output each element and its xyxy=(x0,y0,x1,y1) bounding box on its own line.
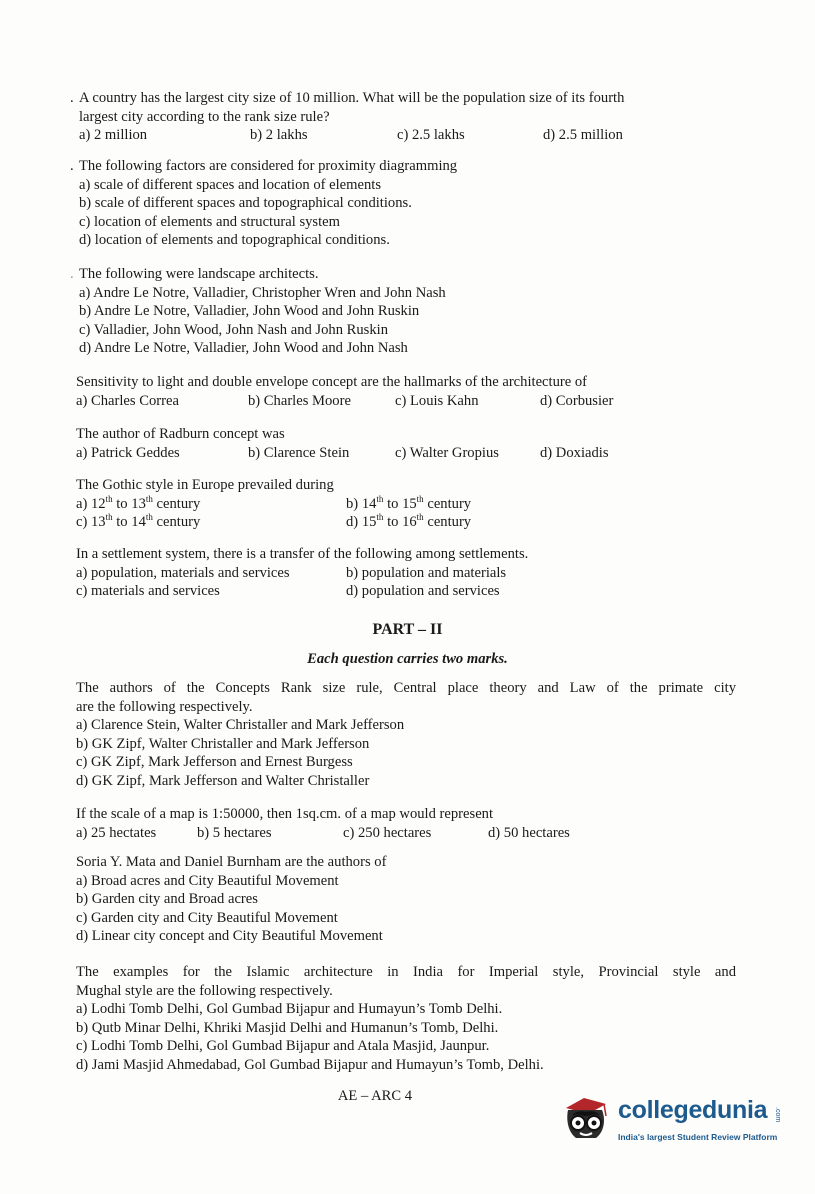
question-stem-line: Mughal style are the following respectively. xyxy=(76,982,333,999)
century-from: 14 xyxy=(361,495,377,512)
option-d: d) GK Zipf, Mark Jefferson and Walter Christaller xyxy=(76,772,370,789)
option-b xyxy=(346,495,471,514)
question-stem-line: The following factors are considered for proximity diagramming xyxy=(79,158,458,174)
question-stem-line: largest city according to the rank size rule? xyxy=(79,108,330,125)
option-d: d) Doxiadis xyxy=(540,444,609,461)
option-a: a) Broad acres and City Beautiful Movement xyxy=(76,872,339,889)
option-a: a) Charles Correa xyxy=(76,392,179,409)
century-to: 16 xyxy=(402,514,417,531)
ordinal-suffix: th xyxy=(105,512,113,523)
question-5 xyxy=(76,425,736,462)
option-c: c) Louis Kahn xyxy=(395,392,479,409)
question-marker: . xyxy=(70,90,74,106)
option-b: b) GK Zipf, Walter Christaller and Mark Jefferson xyxy=(76,735,370,752)
option-c: c) materials and services xyxy=(76,583,220,600)
option-b: b) 2 lakhs xyxy=(250,127,308,144)
option-b: b) scale of different spaces and topographical conditions. xyxy=(79,195,412,212)
option-b: b) Charles Moore xyxy=(248,392,351,409)
option-c: c) Lodhi Tomb Delhi, Gol Gumbad Bijapur and Atala Masjid, Jaunpur. xyxy=(76,1038,490,1055)
century-to: 14 xyxy=(131,514,146,531)
option-label: a) xyxy=(76,495,91,512)
option-a: a) Patrick Geddes xyxy=(76,444,180,461)
ordinal-suffix: th xyxy=(145,493,153,504)
option-c xyxy=(76,513,200,532)
ordinal-suffix: th xyxy=(376,512,384,523)
century-to: 15 xyxy=(402,495,417,512)
ordinal-suffix: th xyxy=(105,493,113,504)
option-d: d) 2.5 million xyxy=(543,127,623,144)
ordinal-suffix: th xyxy=(145,512,153,523)
question-3 xyxy=(70,265,736,358)
options-row xyxy=(76,126,736,145)
ordinal-suffix: th xyxy=(416,493,424,504)
option-a: a) 2 million xyxy=(79,127,148,144)
question-stem-line: The Gothic style in Europe prevailed during xyxy=(76,477,334,493)
option-d xyxy=(346,513,471,532)
option-a: a) scale of different spaces and location of elements xyxy=(79,176,382,193)
option-d: d) population and services xyxy=(346,583,500,600)
question-part2-2 xyxy=(76,805,736,842)
question-stem-line: The authors of the Concepts Rank size rule, Central place theory and Law of the primate city xyxy=(76,680,736,696)
ordinal-suffix: th xyxy=(416,512,424,523)
option-b: b) Garden city and Broad acres xyxy=(76,891,258,908)
option-tail: century xyxy=(423,514,472,531)
question-6 xyxy=(76,476,736,532)
options-row xyxy=(76,392,736,411)
logo-suffix: .com xyxy=(774,1107,781,1123)
option-a: a) Clarence Stein, Walter Christaller and Mark Jefferson xyxy=(76,717,405,734)
option-b: b) Clarence Stein xyxy=(248,444,350,461)
option-d: d) Linear city concept and City Beautiful Movement xyxy=(76,928,383,945)
option-c: c) GK Zipf, Mark Jefferson and Ernest Burgess xyxy=(76,754,353,771)
option-b: b) Andre Le Notre, Valladier, John Wood and John Ruskin xyxy=(79,303,420,320)
question-stem-line: A country has the largest city size of 10 million. What will be the population size of its fourth xyxy=(79,90,625,106)
option-a: a) Andre Le Notre, Valladier, Christopher Wren and John Nash xyxy=(79,284,446,301)
question-stem-line: In a settlement system, there is a transfer of the following among settlements. xyxy=(76,546,529,562)
century-from: 12 xyxy=(91,495,106,512)
option-c: c) Garden city and City Beautiful Movement xyxy=(76,909,338,926)
section-heading: PART – II xyxy=(372,621,443,638)
question-7 xyxy=(76,545,736,601)
option-d: d) location of elements and topographical conditions. xyxy=(79,232,390,249)
option-c: c) Walter Gropius xyxy=(395,444,499,461)
century-from: 15 xyxy=(361,514,377,531)
option-connector: to xyxy=(112,514,132,531)
question-stem-line: Sensitivity to light and double envelope concept are the hallmarks of the architecture of xyxy=(76,374,588,390)
option-d: d) Corbusier xyxy=(540,392,614,409)
option-connector: to xyxy=(112,495,132,512)
question-2 xyxy=(70,157,736,250)
question-stem-line: Soria Y. Mata and Daniel Burnham are the authors of xyxy=(76,854,387,870)
logo-tagline: India's largest Student Review Platform xyxy=(618,1132,778,1142)
options-row xyxy=(76,495,736,514)
options-row xyxy=(76,582,736,601)
question-marker: . xyxy=(70,158,74,174)
mascot-icon xyxy=(560,1090,612,1146)
option-label: b) xyxy=(346,495,362,512)
option-label: d) xyxy=(346,514,362,531)
question-stem-line: are the following respectively. xyxy=(76,698,253,715)
option-b: b) 5 hectares xyxy=(197,824,272,841)
question-stem-line: The author of Radburn concept was xyxy=(76,426,285,442)
ordinal-suffix: th xyxy=(376,493,384,504)
century-to: 13 xyxy=(131,495,146,512)
option-connector: to xyxy=(383,495,403,512)
option-a: a) 25 hectates xyxy=(76,824,157,841)
section-subheading: Each question carries two marks. xyxy=(307,651,508,667)
option-a: a) Lodhi Tomb Delhi, Gol Gumbad Bijapur and Humayun’s Tomb Delhi. xyxy=(76,1001,503,1018)
option-tail: century xyxy=(152,514,201,531)
option-c: c) Valladier, John Wood, John Nash and John Ruskin xyxy=(79,321,389,338)
option-d: d) Jami Masjid Ahmedabad, Gol Gumbad Bijapur and Humayun’s Tomb, Delhi. xyxy=(76,1056,544,1073)
option-d: d) 50 hectares xyxy=(488,824,570,841)
options-row xyxy=(76,444,736,463)
option-b: b) population and materials xyxy=(346,564,507,581)
option-c: c) 2.5 lakhs xyxy=(397,127,465,144)
option-a xyxy=(76,495,200,514)
collegedunia-logo xyxy=(560,1090,785,1150)
option-tail: century xyxy=(423,495,472,512)
option-a: a) population, materials and services xyxy=(76,564,290,581)
question-part2-1 xyxy=(76,679,736,791)
century-from: 13 xyxy=(91,514,106,531)
question-stem-line: The following were landscape architects. xyxy=(79,266,319,282)
logo-wordmark: collegedunia xyxy=(618,1096,768,1124)
question-part2-3 xyxy=(76,853,736,946)
option-tail: century xyxy=(152,495,201,512)
question-stem-line: If the scale of a map is 1:50000, then 1sq.cm. of a map would represent xyxy=(76,806,494,822)
question-stem-line: The examples for the Islamic architecture in India for Imperial style, Provincial style and xyxy=(76,964,736,980)
option-c: c) location of elements and structural system xyxy=(79,213,340,230)
question-4 xyxy=(76,373,736,410)
option-connector: to xyxy=(383,514,403,531)
page-footer-code: AE – ARC 4 xyxy=(337,1088,413,1104)
options-row xyxy=(76,564,736,583)
options-row xyxy=(76,824,736,843)
options-row xyxy=(76,513,736,532)
option-d: d) Andre Le Notre, Valladier, John Wood and John Nash xyxy=(79,340,408,357)
option-c: c) 250 hectares xyxy=(343,824,432,841)
question-1 xyxy=(70,89,736,145)
question-marker: . xyxy=(70,266,74,282)
option-b: b) Qutb Minar Delhi, Khriki Masjid Delhi and Humanun’s Tomb, Delhi. xyxy=(76,1019,499,1036)
question-part2-4 xyxy=(76,963,736,1075)
option-label: c) xyxy=(76,514,91,531)
